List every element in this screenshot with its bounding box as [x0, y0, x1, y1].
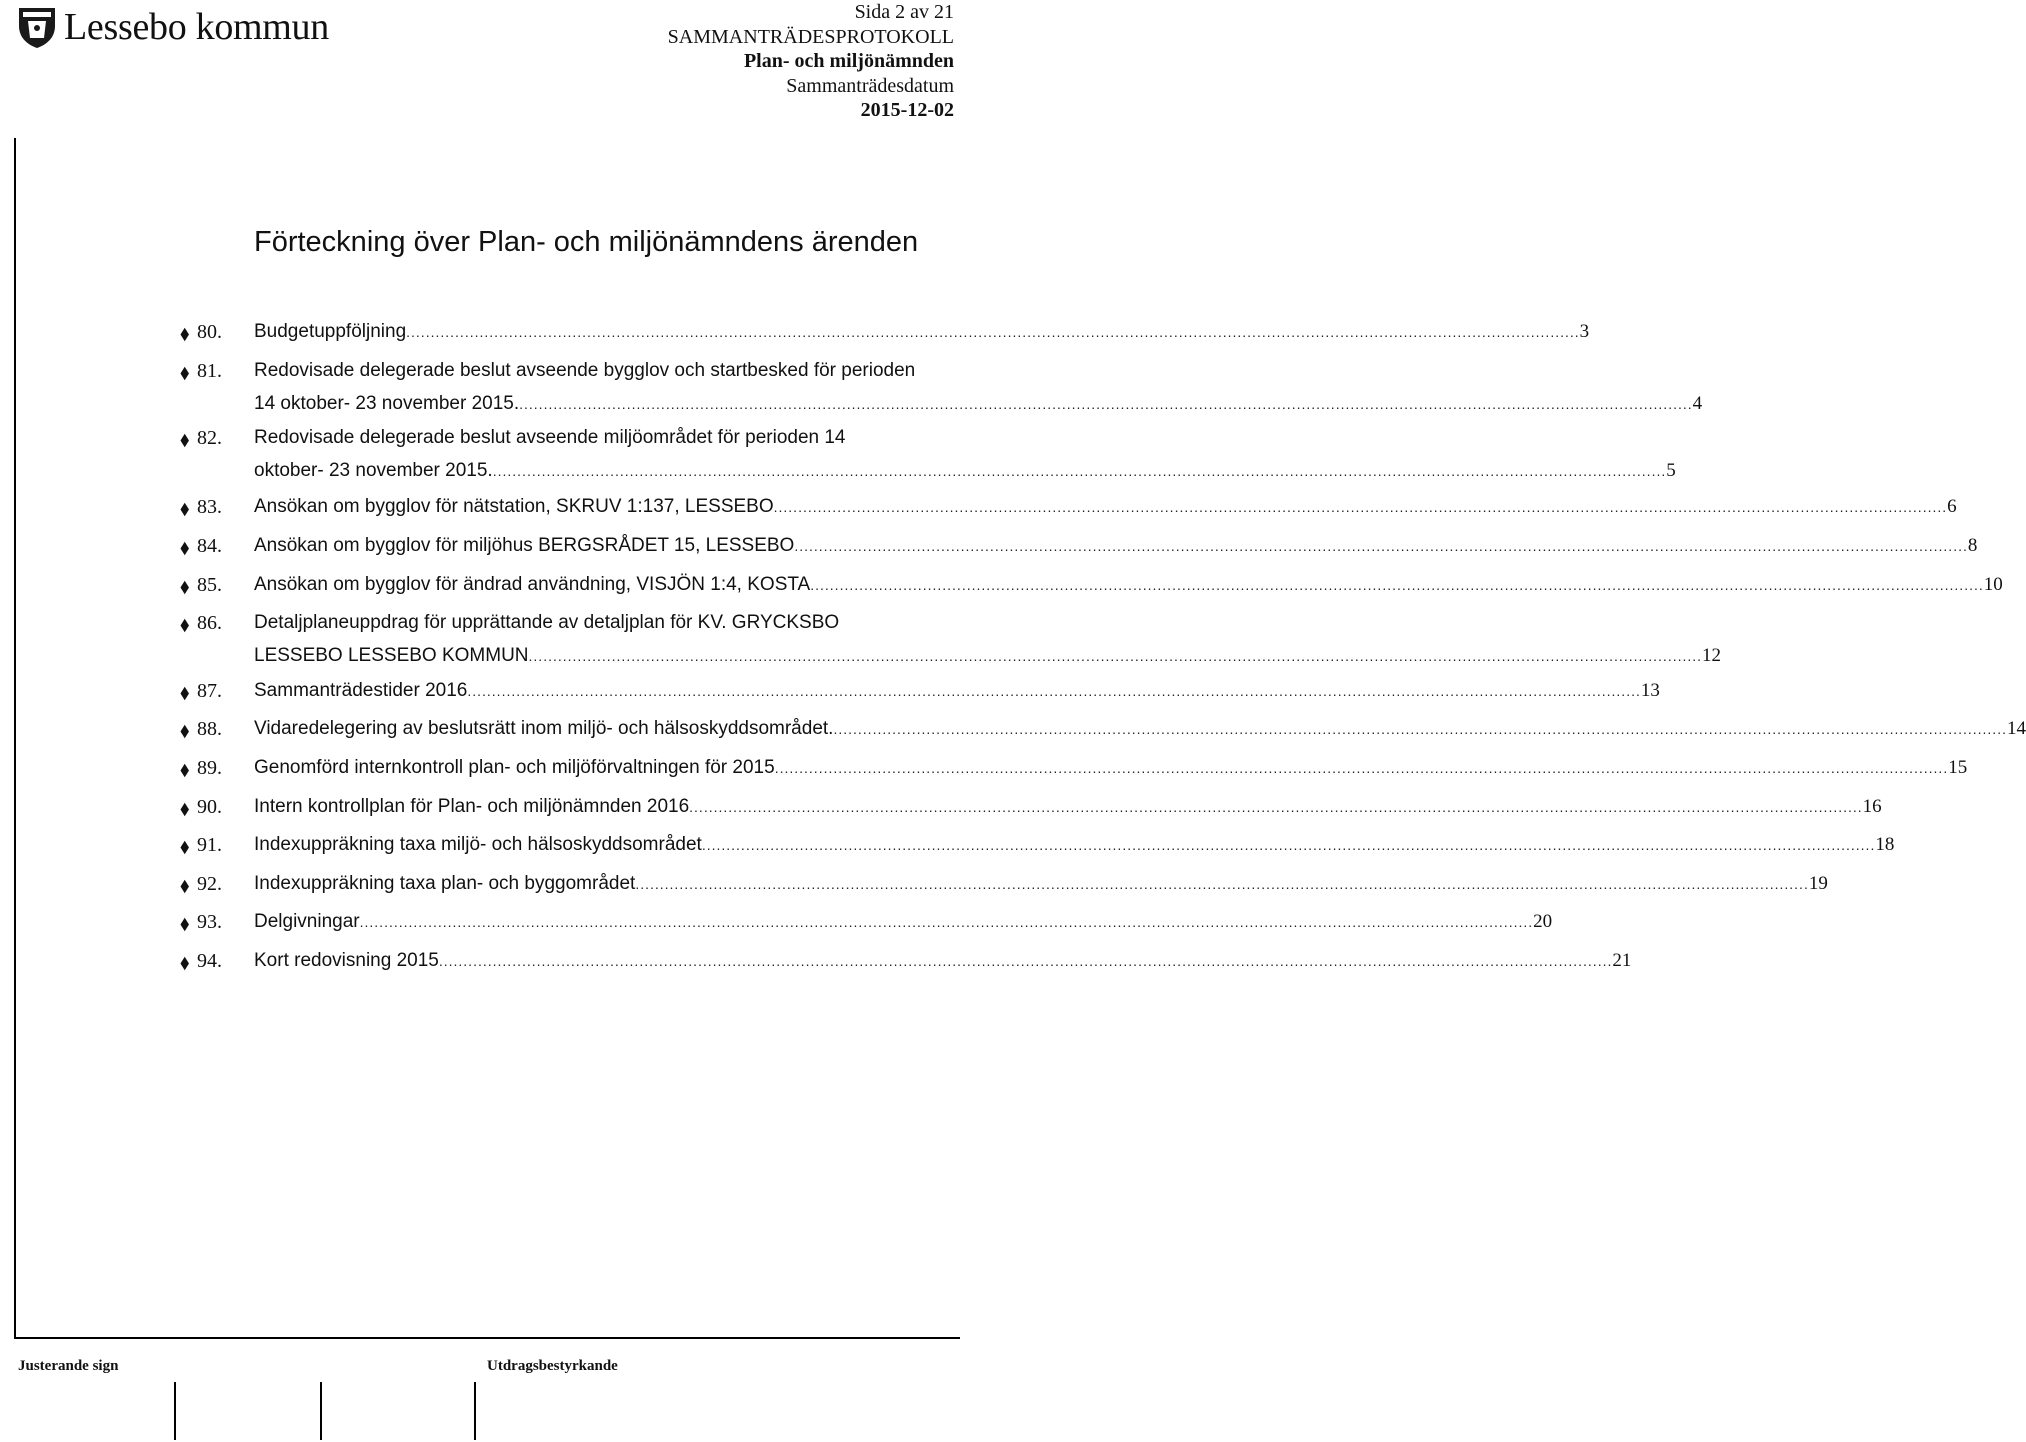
toc-entry-number: 85.	[197, 574, 222, 596]
toc-leader-dots: ................................................................................................................................................................................................................................................	[519, 396, 1693, 412]
toc-entry-number: 93.	[197, 911, 222, 933]
municipality-logo	[14, 4, 329, 50]
toc-entry-line	[254, 321, 1590, 343]
toc-entry-page: 4	[1692, 393, 1703, 414]
toc-entry-number: 91.	[197, 834, 222, 856]
municipality-name: Lessebo kommun	[64, 6, 329, 48]
coat-of-arms-icon	[14, 4, 60, 50]
toc-leader-dots: ................................................................................................................................................................................................................................................	[406, 324, 1580, 340]
toc-entry-title: Vidaredelegering av beslutsrätt inom miljö- och hälsoskyddsområdet.	[254, 718, 834, 739]
toc-entry-line	[254, 574, 2003, 596]
toc-entry-page: 14	[2006, 718, 2026, 739]
toc-entry-title: Indexuppräkning taxa plan- och byggområdet	[254, 873, 636, 894]
bullet-arrow-icon: ⬧	[180, 612, 190, 636]
bullet-arrow-icon: ⬧	[180, 680, 190, 704]
toc-entry-line	[254, 612, 878, 634]
toc-entry-page: 13	[1640, 680, 1660, 701]
toc-entry-page: 18	[1875, 834, 1895, 855]
toc-entry-line	[254, 645, 1722, 667]
signature-box-line	[174, 1382, 176, 1440]
toc-leader-dots: ................................................................................................................................................................................................................................................	[701, 837, 1876, 853]
toc-entry-line	[254, 427, 878, 449]
toc-entry-title: Ansökan om bygglov för nätstation, SKRUV 1:137, LESSEBO	[254, 496, 774, 517]
toc-leader-dots: ................................................................................................................................................................................................................................................	[774, 760, 1949, 776]
toc-entry-title: Indexuppräkning taxa miljö- och hälsoskyddsområdet	[254, 834, 702, 855]
toc-entry-title: Kort redovisning 2015	[254, 950, 439, 971]
toc-entry-number: 90.	[197, 796, 222, 818]
date-label: Sammanträdesdatum	[786, 74, 954, 97]
footer-divider	[14, 1337, 960, 1339]
toc-entry-page: 5	[1666, 460, 1676, 481]
toc-entry-line	[254, 360, 916, 382]
toc-entry-title: Detaljplaneuppdrag för upprättande av detaljplan för KV. GRYCKSBO	[254, 612, 840, 633]
page-title: Förteckning över Plan- och miljönämndens ärenden	[254, 226, 919, 258]
toc-entry-number: 92.	[197, 873, 222, 895]
toc-entry-number: 83.	[197, 496, 222, 518]
toc-leader-dots: ................................................................................................................................................................................................................................................	[810, 577, 1984, 593]
toc-entry-page: 10	[1983, 574, 2003, 595]
footer-utdragsbestyrkande: Utdragsbestyrkande	[487, 1358, 618, 1374]
toc-entry-line	[254, 496, 1957, 518]
toc-entry-line	[254, 911, 1553, 933]
toc-entry-number: 89.	[197, 757, 222, 779]
toc-entry-line	[254, 535, 1978, 557]
bullet-arrow-icon: ⬧	[180, 321, 190, 345]
bullet-arrow-icon: ⬧	[180, 950, 190, 974]
toc-entry-page: 19	[1808, 873, 1828, 894]
toc-leader-dots: ................................................................................................................................................................................................................................................	[528, 648, 1703, 664]
toc-entry-page: 15	[1948, 757, 1968, 778]
toc-entry-line	[254, 460, 1676, 482]
bullet-arrow-icon: ⬧	[180, 834, 190, 858]
toc-entry-line	[254, 757, 1968, 779]
toc-entry-number: 86.	[197, 612, 222, 634]
bullet-arrow-icon: ⬧	[180, 496, 190, 520]
toc-entry-number: 82.	[197, 427, 222, 449]
toc-leader-dots: ................................................................................................................................................................................................................................................	[773, 499, 1948, 515]
toc-entry-page: 6	[1947, 496, 1957, 517]
toc-entry-number: 88.	[197, 718, 222, 740]
bullet-arrow-icon: ⬧	[180, 757, 190, 781]
footer-justerande-sign: Justerande sign	[18, 1358, 119, 1374]
bullet-arrow-icon: ⬧	[180, 535, 190, 559]
toc-entry-title: LESSEBO LESSEBO KOMMUN	[254, 645, 529, 666]
document-header	[668, 0, 954, 123]
meeting-date: 2015-12-02	[860, 99, 954, 121]
toc-entry-title: Genomförd internkontroll plan- och miljöförvaltningen för 2015	[254, 757, 775, 778]
toc-entry-page: 12	[1702, 645, 1722, 666]
toc-entry-title: Budgetuppföljning	[254, 321, 407, 342]
toc-entry-line	[254, 680, 1660, 702]
toc-entry-page: 20	[1533, 911, 1553, 932]
signature-box-line	[474, 1382, 476, 1440]
toc-leader-dots: ................................................................................................................................................................................................................................................	[467, 683, 1641, 699]
toc-leader-dots: ................................................................................................................................................................................................................................................	[689, 799, 1863, 815]
toc-entry-number: 81.	[197, 360, 222, 382]
toc-entry-page: 8	[1967, 535, 1978, 556]
toc-entry-title: Ansökan om bygglov för ändrad användning, VISJÖN 1:4, KOSTA	[254, 574, 811, 595]
toc-entry-title: 14 oktober- 23 november 2015.	[254, 393, 520, 414]
toc-entry-title: oktober- 23 november 2015.	[254, 460, 493, 481]
bullet-arrow-icon: ⬧	[180, 796, 190, 820]
bullet-arrow-icon: ⬧	[180, 718, 190, 742]
toc-entry-title: Redovisade delegerade beslut avseende miljöområdet för perioden 14	[254, 427, 846, 448]
toc-entry-number: 94.	[197, 950, 222, 972]
toc-leader-dots: ................................................................................................................................................................................................................................................	[794, 538, 1968, 554]
toc-entry-line	[254, 393, 1703, 415]
toc-entry-page: 16	[1862, 796, 1882, 817]
toc-entry-line	[254, 950, 1632, 972]
toc-entry-title: Sammanträdestider 2016	[254, 680, 468, 701]
toc-leader-dots: ................................................................................................................................................................................................................................................	[833, 721, 2007, 737]
toc-entry-number: 84.	[197, 535, 222, 557]
toc-entry-page: 3	[1579, 321, 1590, 342]
toc-entry-title: Redovisade delegerade beslut avseende bygglov och startbesked för perioden	[254, 360, 916, 381]
bullet-arrow-icon: ⬧	[180, 574, 190, 598]
toc-entry-number: 80.	[197, 321, 222, 343]
toc-entry-title: Delgivningar	[254, 911, 360, 932]
bullet-arrow-icon: ⬧	[180, 427, 190, 451]
committee-name: Plan- och miljönämnden	[743, 50, 954, 72]
toc-entry-line	[254, 873, 1828, 895]
toc-leader-dots: ................................................................................................................................................................................................................................................	[635, 876, 1809, 892]
bullet-arrow-icon: ⬧	[180, 911, 190, 935]
toc-leader-dots: ................................................................................................................................................................................................................................................	[492, 463, 1667, 479]
toc-entry-title: Ansökan om bygglov för miljöhus BERGSRÅDET 15, LESSEBO	[254, 535, 795, 556]
toc-entry-number: 87.	[197, 680, 222, 702]
protocol-type: SAMMANTRÄDESPROTOKOLL	[667, 25, 954, 48]
toc-entry-line	[254, 718, 2026, 740]
bullet-arrow-icon: ⬧	[180, 873, 190, 897]
toc-entry-line	[254, 834, 1895, 856]
page-number: Sida 2 av 21	[854, 1, 954, 23]
toc-entry-line	[254, 796, 1882, 818]
left-margin-line	[14, 138, 16, 1338]
bullet-arrow-icon: ⬧	[180, 360, 190, 384]
toc-leader-dots: ................................................................................................................................................................................................................................................	[438, 953, 1613, 969]
toc-leader-dots: ................................................................................................................................................................................................................................................	[359, 914, 1534, 930]
toc-entry-title: Intern kontrollplan för Plan- och miljönämnden 2016	[254, 796, 690, 817]
signature-box-line	[320, 1382, 322, 1440]
toc-entry-page: 21	[1612, 950, 1632, 971]
